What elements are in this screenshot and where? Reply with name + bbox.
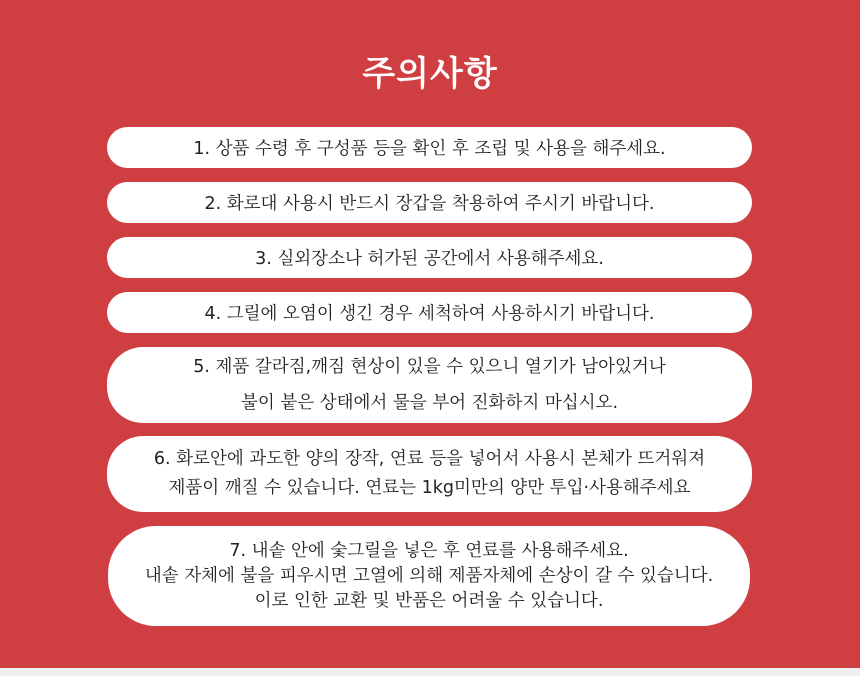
notice-item-6 — [107, 436, 752, 512]
notice-line: 7. 내솥 안에 숯그릴을 넣은 후 연료를 사용해주세요. — [229, 540, 629, 561]
notice-line: 6. 화로안에 과도한 양의 장작, 연료 등을 넣어서 사용시 본체가 뜨거워져 — [153, 449, 706, 469]
notice-item-3 — [107, 237, 752, 278]
notice-line: 제품이 깨질 수 있습니다. 연료는 1kg미만의 양만 투입·사용해주세요 — [168, 478, 691, 498]
notice-line: 3. 실외장소나 허가된 공간에서 사용해주세요. — [255, 249, 604, 269]
notice-line: 내솥 자체에 불을 피우시면 고열에 의해 제품자체에 손상이 갈 수 있습니다. — [144, 565, 714, 586]
notice-line: 불이 붙은 상태에서 물을 부어 진화하지 마십시오. — [240, 393, 619, 413]
notice-line: 4. 그릴에 오염이 생긴 경우 세척하여 사용하시기 바랍니다. — [204, 304, 655, 324]
notice-line: 이로 인한 교환 및 반품은 어려울 수 있습니다. — [254, 590, 604, 611]
page-title: 주의사항 — [362, 54, 498, 94]
notice-item-1 — [107, 127, 752, 168]
notice-item-5 — [107, 347, 752, 423]
notice-item-7 — [108, 526, 750, 626]
notice-line: 2. 화로대 사용시 반드시 장갑을 착용하여 주시기 바랍니다. — [204, 194, 655, 214]
notice-line: 5. 제품 갈라짐,깨짐 현상이 있을 수 있으니 열기가 남아있거나 — [193, 357, 666, 377]
notice-item-4 — [107, 292, 752, 333]
notice-item-2 — [107, 182, 752, 223]
notice-line: 1. 상품 수령 후 구성품 등을 확인 후 조립 및 사용을 해주세요. — [193, 139, 666, 159]
